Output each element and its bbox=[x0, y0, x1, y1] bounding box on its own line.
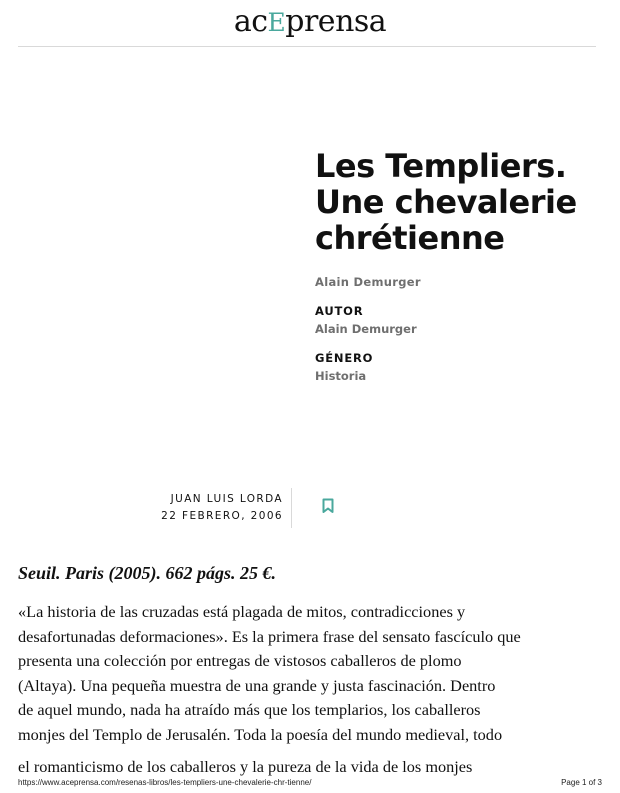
book-author-byline: Alain Demurger bbox=[315, 275, 421, 289]
title-line-2: Une chevalerie bbox=[315, 183, 577, 221]
body-line: presenta una colección por entregas de vistosos caballeros de plomo bbox=[18, 651, 462, 670]
body-line: «La historia de las cruzadas está plagada de mitos, contradicciones y bbox=[18, 602, 466, 621]
logo-text-ac: ac bbox=[233, 4, 268, 39]
author-value[interactable]: Alain Demurger bbox=[315, 322, 417, 336]
body-line: de aquel mundo, nada ha atraído más que los templarios, los caballeros bbox=[18, 700, 481, 719]
review-date: 22 FEBRERO, 2006 bbox=[161, 510, 283, 522]
site-logo[interactable] bbox=[0, 4, 620, 39]
meta-divider bbox=[291, 488, 292, 528]
title-line-3: chrétienne bbox=[315, 219, 505, 257]
article-title bbox=[315, 148, 610, 256]
title-line-1: Les Templiers. bbox=[315, 147, 567, 185]
genre-value[interactable]: Historia bbox=[315, 369, 367, 383]
cut-off-line bbox=[18, 749, 598, 776]
body-line: monjes del Templo de Jerusalén. Toda la poesía del mundo medieval, todo bbox=[18, 724, 503, 744]
body-line: desafortunadas deformaciones». Es la primera frase del sensato fascículo que bbox=[18, 626, 521, 646]
body-line: (Altaya). Una pequeña muestra de una grande y justa fascinación. Dentro bbox=[18, 675, 496, 695]
genre-label: GÉNERO bbox=[315, 351, 374, 365]
cut-off-line-text: el romanticismo de los caballeros y la pureza de la vida de los monjes bbox=[18, 757, 473, 776]
review-meta bbox=[130, 491, 283, 525]
reviewer-name[interactable]: JUAN LUIS LORDA bbox=[170, 493, 283, 505]
logo-text-prensa: prensa bbox=[285, 4, 387, 39]
logo-text-e: E bbox=[267, 8, 286, 37]
header-divider bbox=[18, 46, 596, 47]
book-reference: Seuil. Paris (2005). 662 págs. 25 €. bbox=[18, 563, 277, 583]
review-body bbox=[18, 600, 608, 747]
author-label: AUTOR bbox=[315, 304, 364, 318]
bookmark-icon[interactable] bbox=[321, 498, 335, 514]
footer-page-number: Page 1 of 3 bbox=[561, 778, 602, 787]
footer-url: https://www.aceprensa.com/resenas-libros/les-templiers-une-chevalerie-chr-tienne/ bbox=[18, 778, 312, 787]
